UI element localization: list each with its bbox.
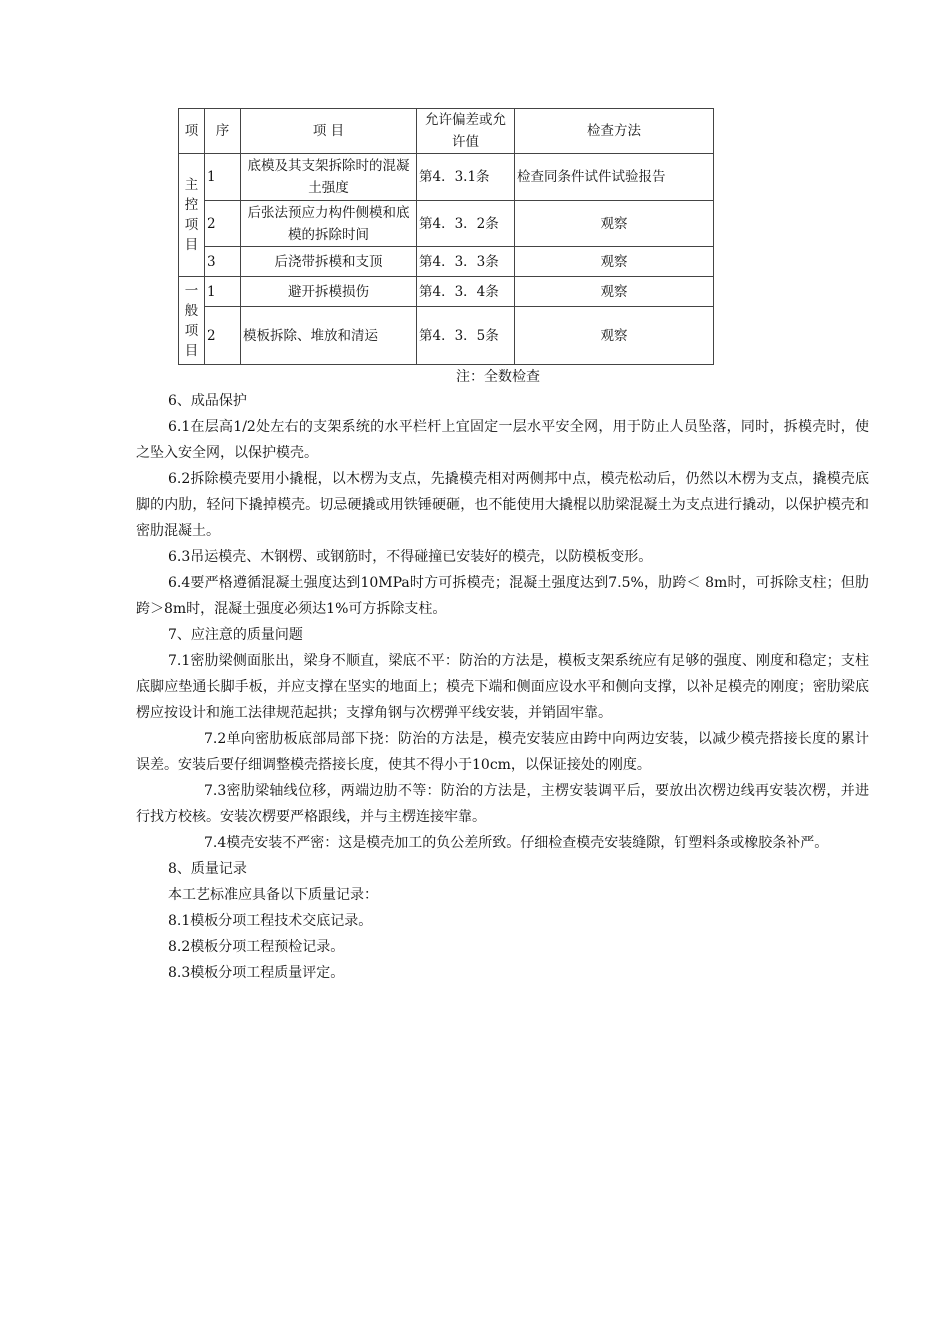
header-seq: 序 <box>205 109 241 154</box>
row-item: 模板拆除、堆放和清运 <box>241 307 417 365</box>
row-method: 观察 <box>515 247 714 277</box>
row-method: 观察 <box>515 277 714 307</box>
row-seq: 3 <box>205 247 241 277</box>
row-method: 检查同条件试件试验报告 <box>515 154 714 201</box>
table-row <box>179 277 714 307</box>
header-tolerance: 允许偏差或允许值 <box>417 109 515 154</box>
paragraph-7-4: 7.4模壳安装不严密：这是模壳加工的负公差所致。仔细检查模壳安装缝隙，钉塑料条或橡胶条补严。 <box>204 835 829 851</box>
inspection-table <box>178 108 714 365</box>
document-body <box>136 388 869 986</box>
header-category: 项 <box>179 109 205 154</box>
paragraph-6-1: 6.1在层高1/2处左右的支架系统的水平栏杆上宜固定一层水平安全网，用于防止人员坠落，同时，拆模壳时，使之坠入安全网，以保护模壳。 <box>136 419 869 461</box>
table-row <box>179 201 714 247</box>
inspection-table-container <box>178 108 713 365</box>
row-tolerance: 第4．3．4条 <box>417 277 515 307</box>
paragraph-7-1: 7.1密肋梁侧面胀出，梁身不顺直，梁底不平：防治的方法是，模板支架系统应有足够的强度、刚度和稳定；支柱底脚应垫通长脚手板，并应支撑在坚实的地面上；模壳下端和侧面应设水平和侧向支撑，以补足模壳的刚度；密肋梁底楞应按设计和施工法律规范起拱；支撑角钢与次楞弹平线安装，并销固牢靠。 <box>136 653 869 721</box>
row-tolerance: 第4．3．3条 <box>417 247 515 277</box>
section-8-title: 8、质量记录 <box>168 861 247 877</box>
paragraph-6-4: 6.4要严格遵循混凝土强度达到10MPa时方可拆模壳；混凝土强度达到7.5%，肋跨＜ 8m时，可拆除支柱；但肋跨＞8m时，混凝土强度必须达1%可方拆除支柱。 <box>136 575 869 617</box>
row-seq: 2 <box>205 201 241 247</box>
row-method: 观察 <box>515 201 714 247</box>
row-tolerance: 第4．3．2条 <box>417 201 515 247</box>
paragraph-8-intro: 本工艺标准应具备以下质量记录： <box>168 887 378 903</box>
table-row <box>179 154 714 201</box>
group-main: 主控项目 <box>179 154 205 277</box>
header-item: 项 目 <box>241 109 417 154</box>
row-item: 底模及其支架拆除时的混凝土强度 <box>241 154 417 201</box>
table-header-row <box>179 109 714 154</box>
paragraph-7-2: 7.2单向密肋板底部局部下挠：防治的方法是，模壳安装应由跨中向两边安装，以减少模壳搭接长度的累计误差。安装后要仔细调整模壳搭接长度，使其不得小于10cm，以保证接处的刚度。 <box>136 731 869 773</box>
table-note: 注：全数检查 <box>456 369 540 385</box>
row-method: 观察 <box>515 307 714 365</box>
paragraph-8-1: 8.1模板分项工程技术交底记录。 <box>168 913 373 929</box>
section-7-title: 7、应注意的质量问题 <box>168 627 303 643</box>
row-item: 后浇带拆模和支顶 <box>241 247 417 277</box>
paragraph-6-2: 6.2拆除模壳要用小撬棍，以木楞为支点，先撬模壳相对两侧邦中点，模壳松动后，仍然以木楞为支点，撬模壳底脚的内肋，轻问下撬掉模壳。切忌硬撬或用铁锤硬砸，也不能使用大撬棍以肋梁混凝土为支点进行撬动，以保护模壳和密肋混凝土。 <box>136 471 869 539</box>
paragraph-6-3: 6.3吊运模壳、木钢楞、或钢筋时，不得碰撞已安装好的模壳，以防模板变形。 <box>168 549 653 565</box>
row-tolerance: 第4．3．5条 <box>417 307 515 365</box>
header-method: 检查方法 <box>515 109 714 154</box>
paragraph-8-2: 8.2模板分项工程预检记录。 <box>168 939 345 955</box>
row-seq: 1 <box>205 154 241 201</box>
paragraph-7-3: 7.3密肋梁轴线位移，两端边肋不等：防治的方法是，主楞安装调平后，要放出次楞边线再安装次楞，并进行找方校核。安装次楞要严格跟线，并与主楞连接牢靠。 <box>136 783 869 825</box>
section-6-title: 6、成品保护 <box>168 393 247 409</box>
table-row <box>179 247 714 277</box>
group-general: 一般项目 <box>179 277 205 365</box>
row-item: 后张法预应力构件侧模和底模的拆除时间 <box>241 201 417 247</box>
row-seq: 2 <box>205 307 241 365</box>
table-row <box>179 307 714 365</box>
row-item: 避开拆模损伤 <box>241 277 417 307</box>
row-tolerance: 第4．3.1条 <box>417 154 515 201</box>
row-seq: 1 <box>205 277 241 307</box>
paragraph-8-3: 8.3模板分项工程质量评定。 <box>168 965 345 981</box>
